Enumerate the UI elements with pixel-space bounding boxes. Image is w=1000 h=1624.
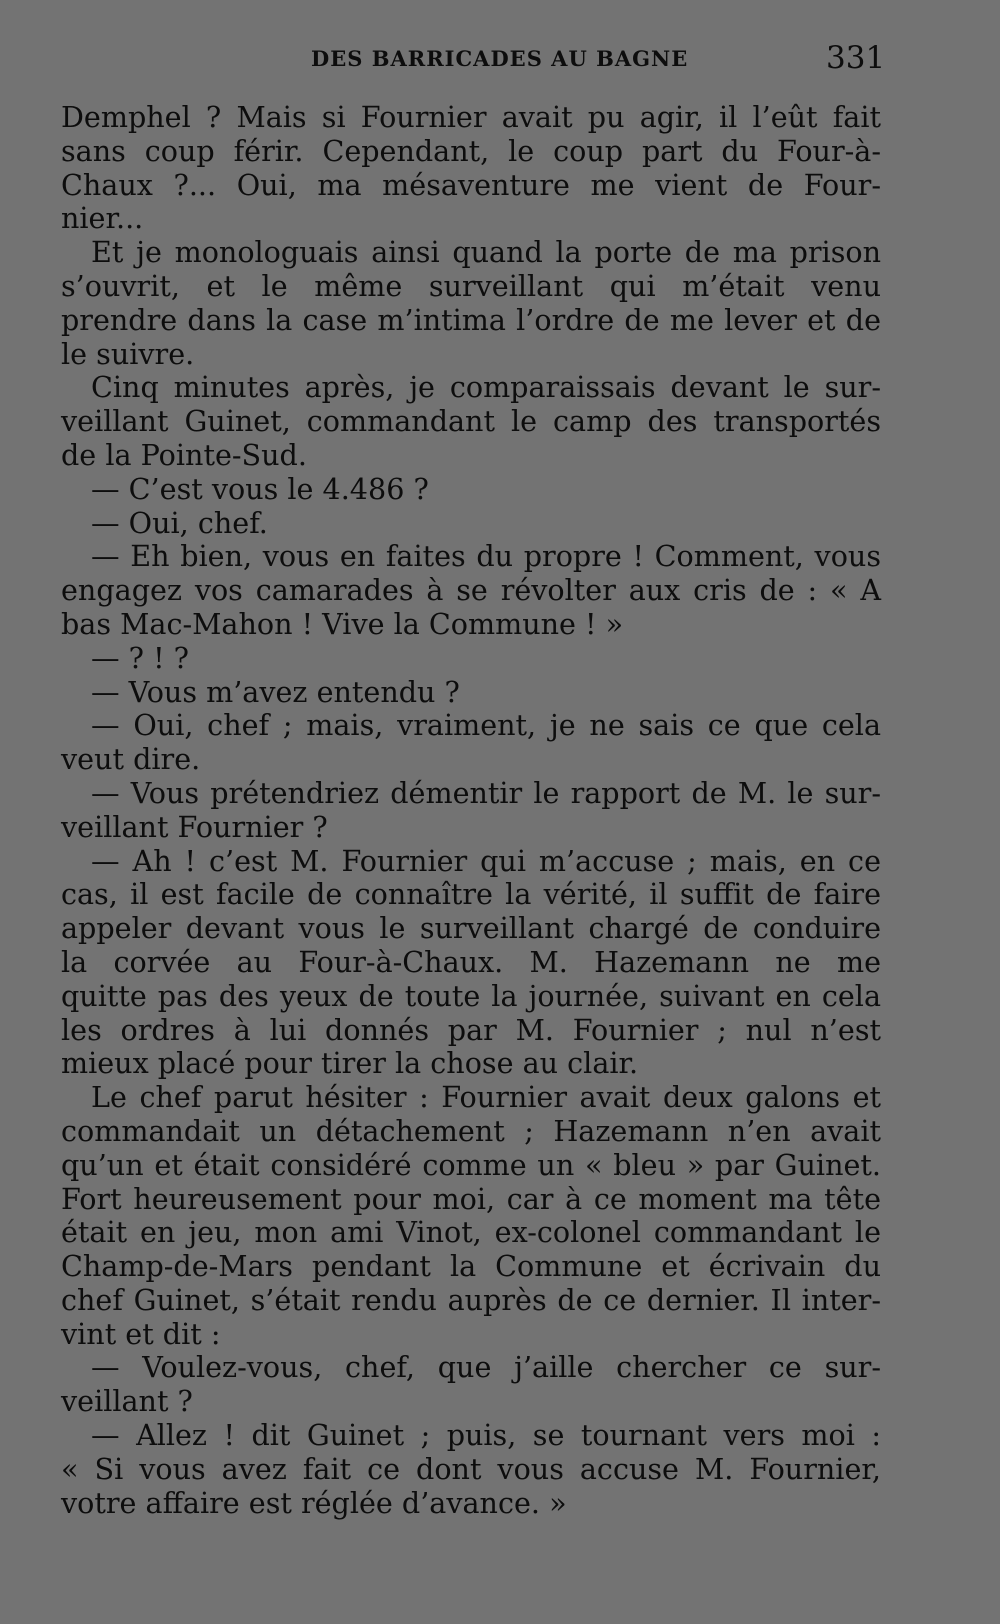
text-line: bas Mac-Mahon ! Vive la Commune ! » xyxy=(61,606,624,641)
body-text xyxy=(61,101,881,1520)
text-line: « Si vous avez fait ce dont vous accuse M. Fournier, xyxy=(61,1451,881,1486)
text-line: veut dire. xyxy=(61,742,201,777)
text-line: — Oui, chef. xyxy=(91,505,268,540)
text-line: s’ouvrit, et le même surveillant qui m’était venu xyxy=(61,268,881,303)
text-line: Le chef parut hésiter : Fournier avait deux galons et xyxy=(91,1080,881,1115)
page-number: 331 xyxy=(826,40,886,76)
text-line: vint et dit : xyxy=(61,1316,221,1351)
text-line: — Voulez-vous, chef, que j’aille chercher ce sur- xyxy=(91,1350,881,1385)
text-line: Fort heureusement pour moi, car à ce moment ma tête xyxy=(61,1181,881,1216)
text-line: — C’est vous le 4.486 ? xyxy=(91,471,429,506)
text-line: Et je monologuais ainsi quand la porte de ma prison xyxy=(91,235,881,270)
text-line: veillant Fournier ? xyxy=(61,809,328,844)
text-line: votre affaire est réglée d’avance. » xyxy=(61,1485,567,1520)
text-line: nier... xyxy=(61,201,144,236)
running-title: DES BARRICADES AU BAGNE xyxy=(311,46,689,71)
text-line: veillant ? xyxy=(61,1384,193,1419)
text-line: prendre dans la case m’intima l’ordre de me lever et de xyxy=(61,302,881,337)
text-line: — Vous m’avez entendu ? xyxy=(91,674,460,709)
text-line: qu’un et était considéré comme un « bleu » par Guinet. xyxy=(61,1147,881,1182)
text-line: le suivre. xyxy=(61,336,195,371)
text-line: chef Guinet, s’était rendu auprès de ce dernier. Il inter- xyxy=(61,1282,881,1317)
text-line: de la Pointe-Sud. xyxy=(61,437,307,472)
text-line: — Oui, chef ; mais, vraiment, je ne sais ce que cela xyxy=(91,708,881,743)
text-line: — ? ! ? xyxy=(91,640,190,675)
text-line: mieux placé pour tirer la chose au clair. xyxy=(61,1046,639,1081)
running-head xyxy=(0,42,1000,82)
text-line: — Eh bien, vous en faites du propre ! Comment, vous xyxy=(91,539,881,574)
text-line: sans coup férir. Cependant, le coup part du Four-à- xyxy=(61,133,881,168)
text-line: la corvée au Four-à-Chaux. M. Hazemann ne me xyxy=(61,944,881,979)
text-line: Chaux ?... Oui, ma mésaventure me vient de Four- xyxy=(61,167,881,202)
text-line: — Ah ! c’est M. Fournier qui m’accuse ; mais, en ce xyxy=(91,843,881,878)
text-line: les ordres à lui donnés par M. Fournier ; nul n’est xyxy=(61,1012,881,1047)
text-line: veillant Guinet, commandant le camp des transportés xyxy=(61,404,881,439)
text-line: appeler devant vous le surveillant chargé de conduire xyxy=(61,911,881,946)
text-line: Champ-de-Mars pendant la Commune et écrivain du xyxy=(61,1249,881,1284)
text-line: cas, il est facile de connaître la vérité, il suffit de faire xyxy=(61,877,881,912)
text-line: Cinq minutes après, je comparaissais devant le sur- xyxy=(91,370,881,405)
text-line: engagez vos camarades à se révolter aux cris de : « A xyxy=(61,573,881,608)
text-line: Demphel ? Mais si Fournier avait pu agir, il l’eût fait xyxy=(61,100,881,134)
text-line: — Vous prétendriez démentir le rapport de M. le sur- xyxy=(91,775,881,810)
text-line: commandait un détachement ; Hazemann n’en avait xyxy=(61,1113,881,1148)
text-line: était en jeu, mon ami Vinot, ex-colonel commandant le xyxy=(61,1215,881,1250)
text-line: — Allez ! dit Guinet ; puis, se tournant vers moi : xyxy=(91,1418,881,1453)
text-line: quitte pas des yeux de toute la journée, suivant en cela xyxy=(61,978,881,1013)
